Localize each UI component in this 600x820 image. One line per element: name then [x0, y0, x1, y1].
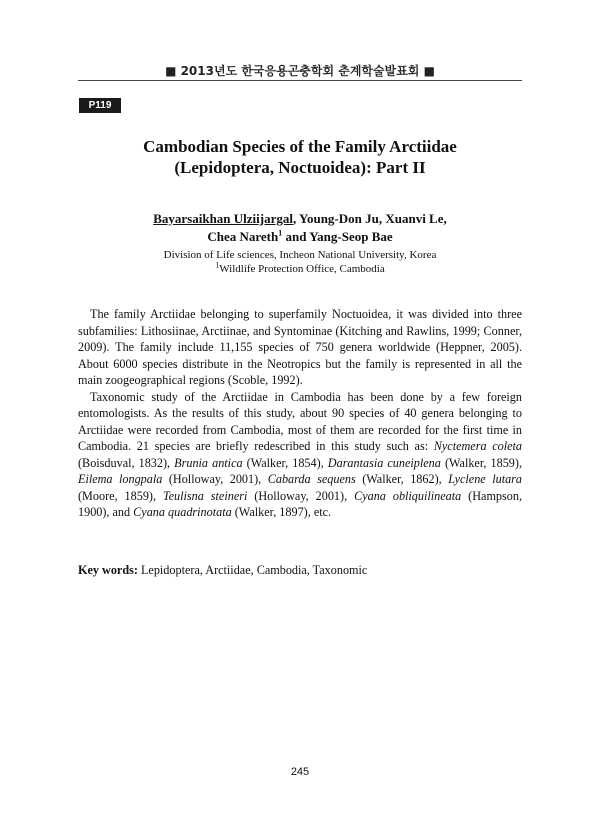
species-authority: (Holloway, 2001),: [247, 488, 355, 503]
author-line-2: [78, 228, 522, 246]
species-authority: (Walker, 1862),: [355, 472, 449, 486]
species-authority: (Holloway, 2001),: [162, 472, 268, 486]
abstract-paragraph-2: [78, 389, 522, 521]
species-name: Teulisna steineri: [162, 488, 248, 503]
author-list: [78, 210, 522, 246]
title-line-1: Cambodian Species of the Family Arctiidae: [143, 137, 457, 156]
species-name: Eilema longpala: [78, 472, 163, 486]
page-number: 245: [290, 766, 310, 778]
species-name: Darantasia cuneiplena: [327, 455, 441, 470]
coauthors-1: , Young-Don Ju, Xuanvi Le,: [293, 211, 447, 226]
species-name: Brunia antica: [174, 455, 243, 470]
affiliation-primary: Division of Life sciences, Incheon National University, Korea: [163, 249, 437, 261]
species-name: Lyclene lutara: [448, 472, 523, 486]
poster-number-badge: P119: [79, 98, 121, 113]
species-authority: (Walker, 1854),: [242, 455, 328, 470]
affiliation-marker-2: 1: [215, 260, 220, 270]
author-line-1: [78, 210, 522, 228]
species-authority: (Boisduval, 1832),: [78, 455, 175, 470]
affiliation-secondary: Wildlife Protection Office, Cambodia: [219, 263, 385, 275]
keywords-label: Key words:: [78, 563, 138, 577]
paragraph-2-intro: Taxonomic study of the Arctiidae in Cambodia has been done by a few foreign entomologists. As the results of this study, about 90 species of 40 genera belonging to Arctiidae were recorded from Cambodia, most of them are recorded for the first time in Cambodia. 21 species are briefly redescribed in this study such as:: [78, 389, 522, 453]
species-authority: (Moore, 1859),: [78, 488, 163, 503]
species-authority: (Walker, 1897), etc.: [231, 505, 332, 519]
species-authority: (Walker, 1859),: [440, 455, 523, 470]
keywords-text: Lepidoptera, Arctiidae, Cambodia, Taxonomic: [137, 563, 368, 577]
species-name: Cyana obliquilineata: [354, 488, 462, 503]
first-author: Bayarsaikhan Ulziijargal: [153, 211, 293, 226]
affiliation-marker: 1: [278, 228, 283, 238]
abstract-paragraph-1: The family Arctiidae belonging to superfamily Noctuoidea, it was divided into three subfamilies: Lithosiinae, Arctiinae, and Syntominae (Kitching and Rawlins, 1999; Conner, 2009). The family include 11,155 species of 750 genera worldwide (Heppner, 2005). About 6000 species distribute in the Neotropics but the family is represented in all the main zoogeographical regions (Scoble, 1992).: [78, 307, 522, 387]
paper-title: [78, 136, 522, 178]
affiliation-secondary-line: [78, 262, 522, 276]
species-name: Nyctemera coleta: [433, 439, 523, 453]
header-divider: [78, 80, 522, 81]
affiliations: [78, 248, 522, 276]
keywords: [78, 562, 522, 578]
coauthors-2: and Yang-Seop Bae: [282, 229, 393, 244]
species-name: Cyana quadrinotata: [133, 505, 232, 519]
species-name: Cabarda sequens: [267, 472, 356, 486]
species-authority: (Hampson, 1900), and: [78, 488, 523, 519]
title-line-2: (Lepidoptera, Noctuoidea): Part II: [174, 158, 426, 177]
abstract-body: [78, 306, 522, 521]
author-chea-nareth: Chea Nareth: [207, 229, 279, 244]
conference-header: ■ 2013년도 한국응용곤충학회 춘계학술발표회 ■: [165, 64, 435, 78]
